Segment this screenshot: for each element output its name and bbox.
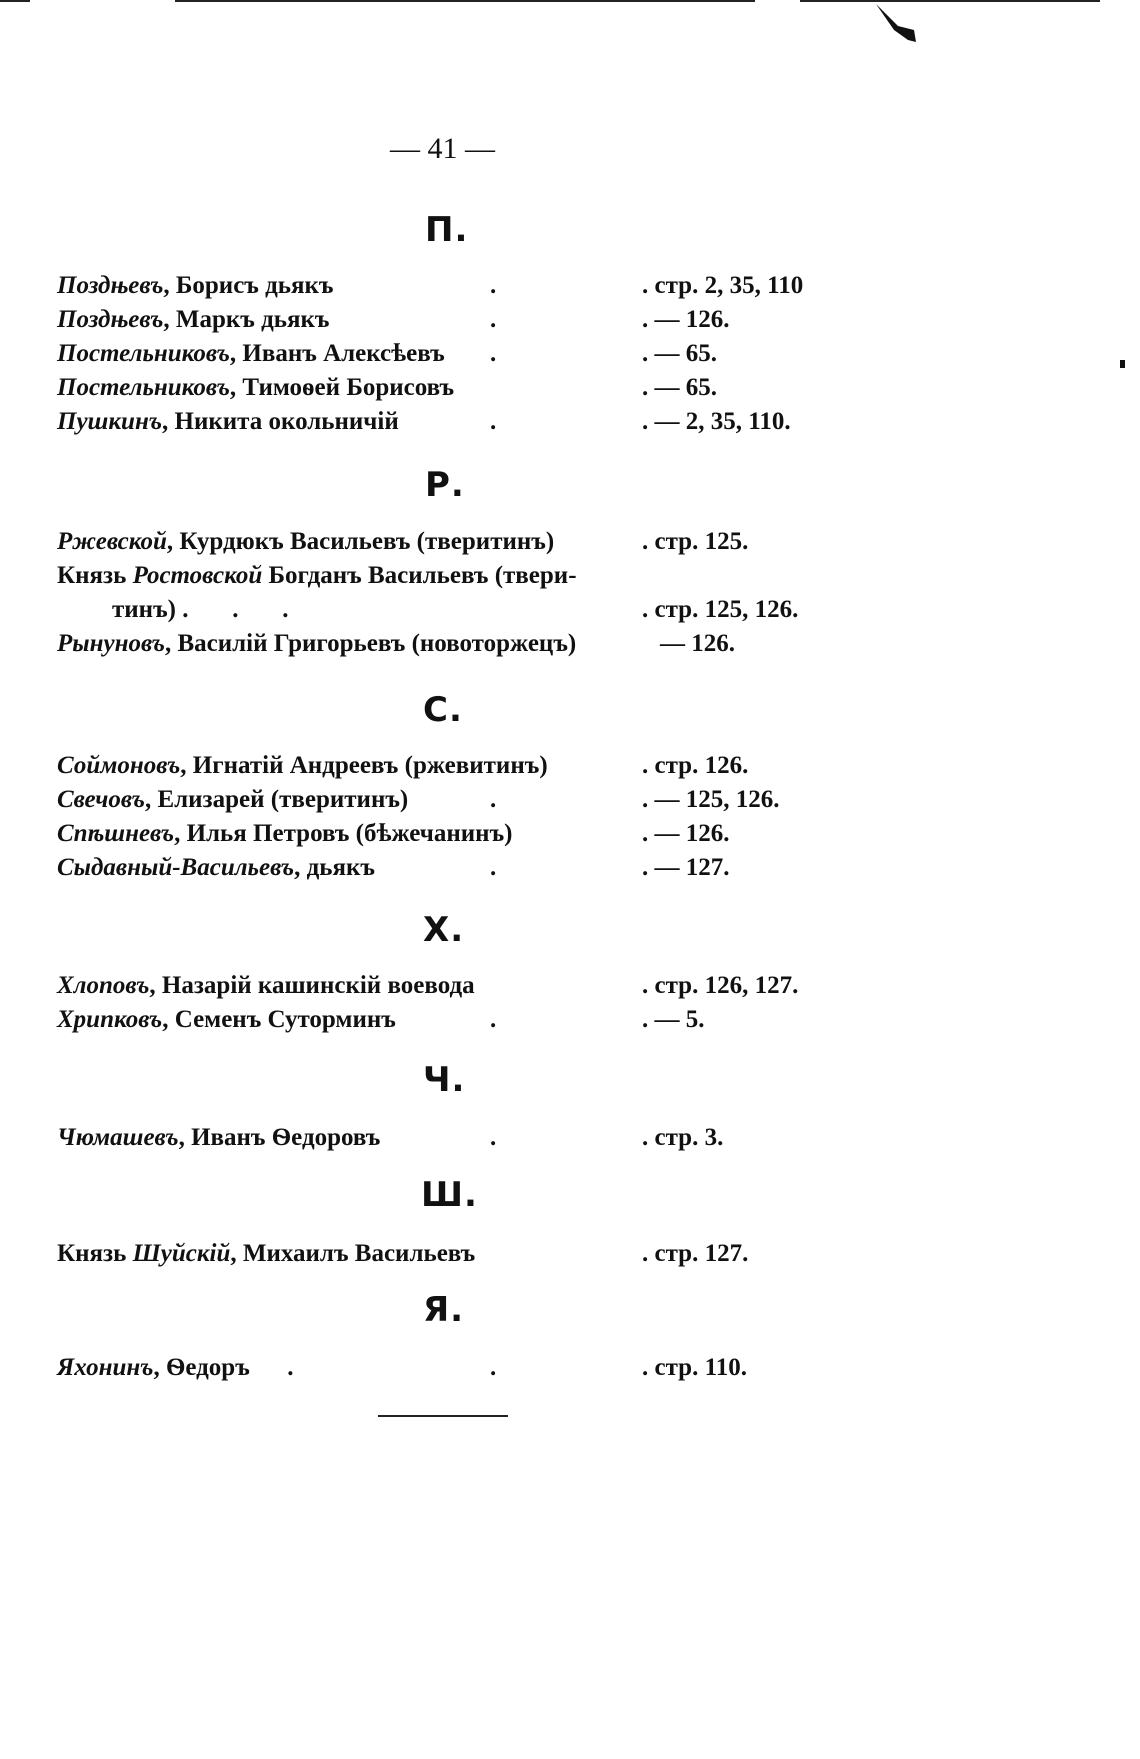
index-entry-continuation — [0, 596, 1140, 632]
top-border-line-center — [175, 0, 755, 2]
top-border-line-right — [800, 0, 1100, 2]
entry-pages: . — 5. — [642, 1006, 705, 1033]
entry-name: Хрипковъ, Семенъ Суторминъ — [57, 1006, 396, 1033]
entry-name: тинъ) . . . — [112, 596, 289, 623]
entry-pages: — 126. — [660, 630, 735, 657]
section-letter-ch: Ч. — [423, 1060, 466, 1100]
index-entry — [0, 1124, 1140, 1160]
index-entry — [0, 786, 1140, 822]
entry-name: Спѣшневъ, Илья Петровъ (бѣжечанинъ) — [57, 820, 513, 847]
leader-dot: . — [490, 272, 497, 299]
entry-pages: . стр. 2, 35, 110 — [642, 272, 804, 299]
entry-name: Хлоповъ, Назарій кашинскій воевода — [57, 972, 475, 999]
entry-name: Рынуновъ, Василій Григорьевъ (новоторжецъ) — [57, 630, 577, 657]
entry-pages: . стр. 127. — [642, 1240, 749, 1267]
index-entry — [0, 854, 1140, 890]
section-letter-s: С. — [423, 690, 463, 730]
entry-name: Свечовъ, Елизарей (тверитинъ) — [57, 786, 409, 813]
entry-name: Князь Шуйскій, Михаилъ Васильевъ — [57, 1240, 476, 1267]
entry-name: Соймоновъ, Игнатій Андреевъ (ржевитинъ) — [57, 752, 548, 779]
entry-name: Пушкинъ, Никита окольничій — [57, 408, 399, 435]
section-letter-kh: Х. — [423, 910, 465, 950]
entry-pages: . — 65. — [642, 374, 717, 401]
entry-name: Князь Ростовской Богданъ Васильевъ (твери- — [57, 562, 577, 589]
entry-pages: . — 127. — [642, 854, 730, 881]
index-entry — [0, 562, 1140, 598]
entry-name: Яхонинъ, Ѳедоръ . — [57, 1354, 294, 1381]
leader-dot: . — [490, 786, 497, 813]
entry-name: Сыдавный-Васильевъ, дьякъ — [57, 854, 375, 881]
top-border-line-left — [0, 0, 30, 2]
entry-pages: . — 125, 126. — [642, 786, 780, 813]
scan-mark-icon — [868, 0, 928, 45]
leader-dot: . — [490, 1006, 497, 1033]
leader-dot: . — [490, 1124, 497, 1151]
entry-name: Постельниковъ, Иванъ Алексѣевъ — [57, 340, 445, 367]
index-entry — [0, 374, 1140, 410]
section-letter-p: П. — [425, 210, 469, 250]
index-entry — [0, 272, 1140, 308]
index-entry — [0, 306, 1140, 342]
entry-name: Чюмашевъ, Иванъ Ѳедоровъ — [57, 1124, 381, 1151]
entry-pages: . стр. 126. — [642, 752, 749, 779]
index-entry — [0, 972, 1140, 1008]
scan-speck — [1120, 360, 1125, 368]
leader-dot: . — [490, 340, 497, 367]
entry-pages: . — 126. — [642, 306, 730, 333]
entry-pages: . стр. 125, 126. — [642, 596, 799, 623]
section-letter-ya: Я. — [423, 1290, 465, 1330]
entry-pages: . — 126. — [642, 820, 730, 847]
index-entry — [0, 528, 1140, 564]
leader-dot: . — [490, 1354, 497, 1381]
entry-name: Постельниковъ, Тимоѳей Борисовъ — [57, 374, 455, 401]
index-entry — [0, 630, 1140, 666]
entry-pages: . — 2, 35, 110. — [642, 408, 791, 435]
leader-dot: . — [490, 854, 497, 881]
index-entry — [0, 1006, 1140, 1042]
page-number: — 41 — — [390, 132, 495, 165]
index-entry — [0, 752, 1140, 788]
entry-pages: . стр. 126, 127. — [642, 972, 799, 999]
index-entry — [0, 408, 1140, 444]
entry-name: Поздњевъ, Борисъ дьякъ — [57, 272, 334, 299]
closing-rule — [378, 1415, 508, 1417]
entry-pages: . стр. 110. — [642, 1354, 747, 1381]
entry-pages: . стр. 3. — [642, 1124, 724, 1151]
leader-dot: . — [490, 306, 497, 333]
section-letter-sh: Ш. — [421, 1175, 478, 1215]
index-entry — [0, 1354, 1140, 1390]
entry-pages: . — 65. — [642, 340, 717, 367]
entry-name: Ржевской, Курдюкъ Васильевъ (тверитинъ) — [57, 528, 555, 555]
section-letter-r: Р. — [425, 465, 465, 505]
index-entry — [0, 820, 1140, 856]
index-entry — [0, 1240, 1140, 1276]
entry-pages: . стр. 125. — [642, 528, 749, 555]
entry-name: Поздњевъ, Маркъ дьякъ — [57, 306, 330, 333]
index-entry — [0, 340, 1140, 376]
leader-dot: . — [490, 408, 497, 435]
